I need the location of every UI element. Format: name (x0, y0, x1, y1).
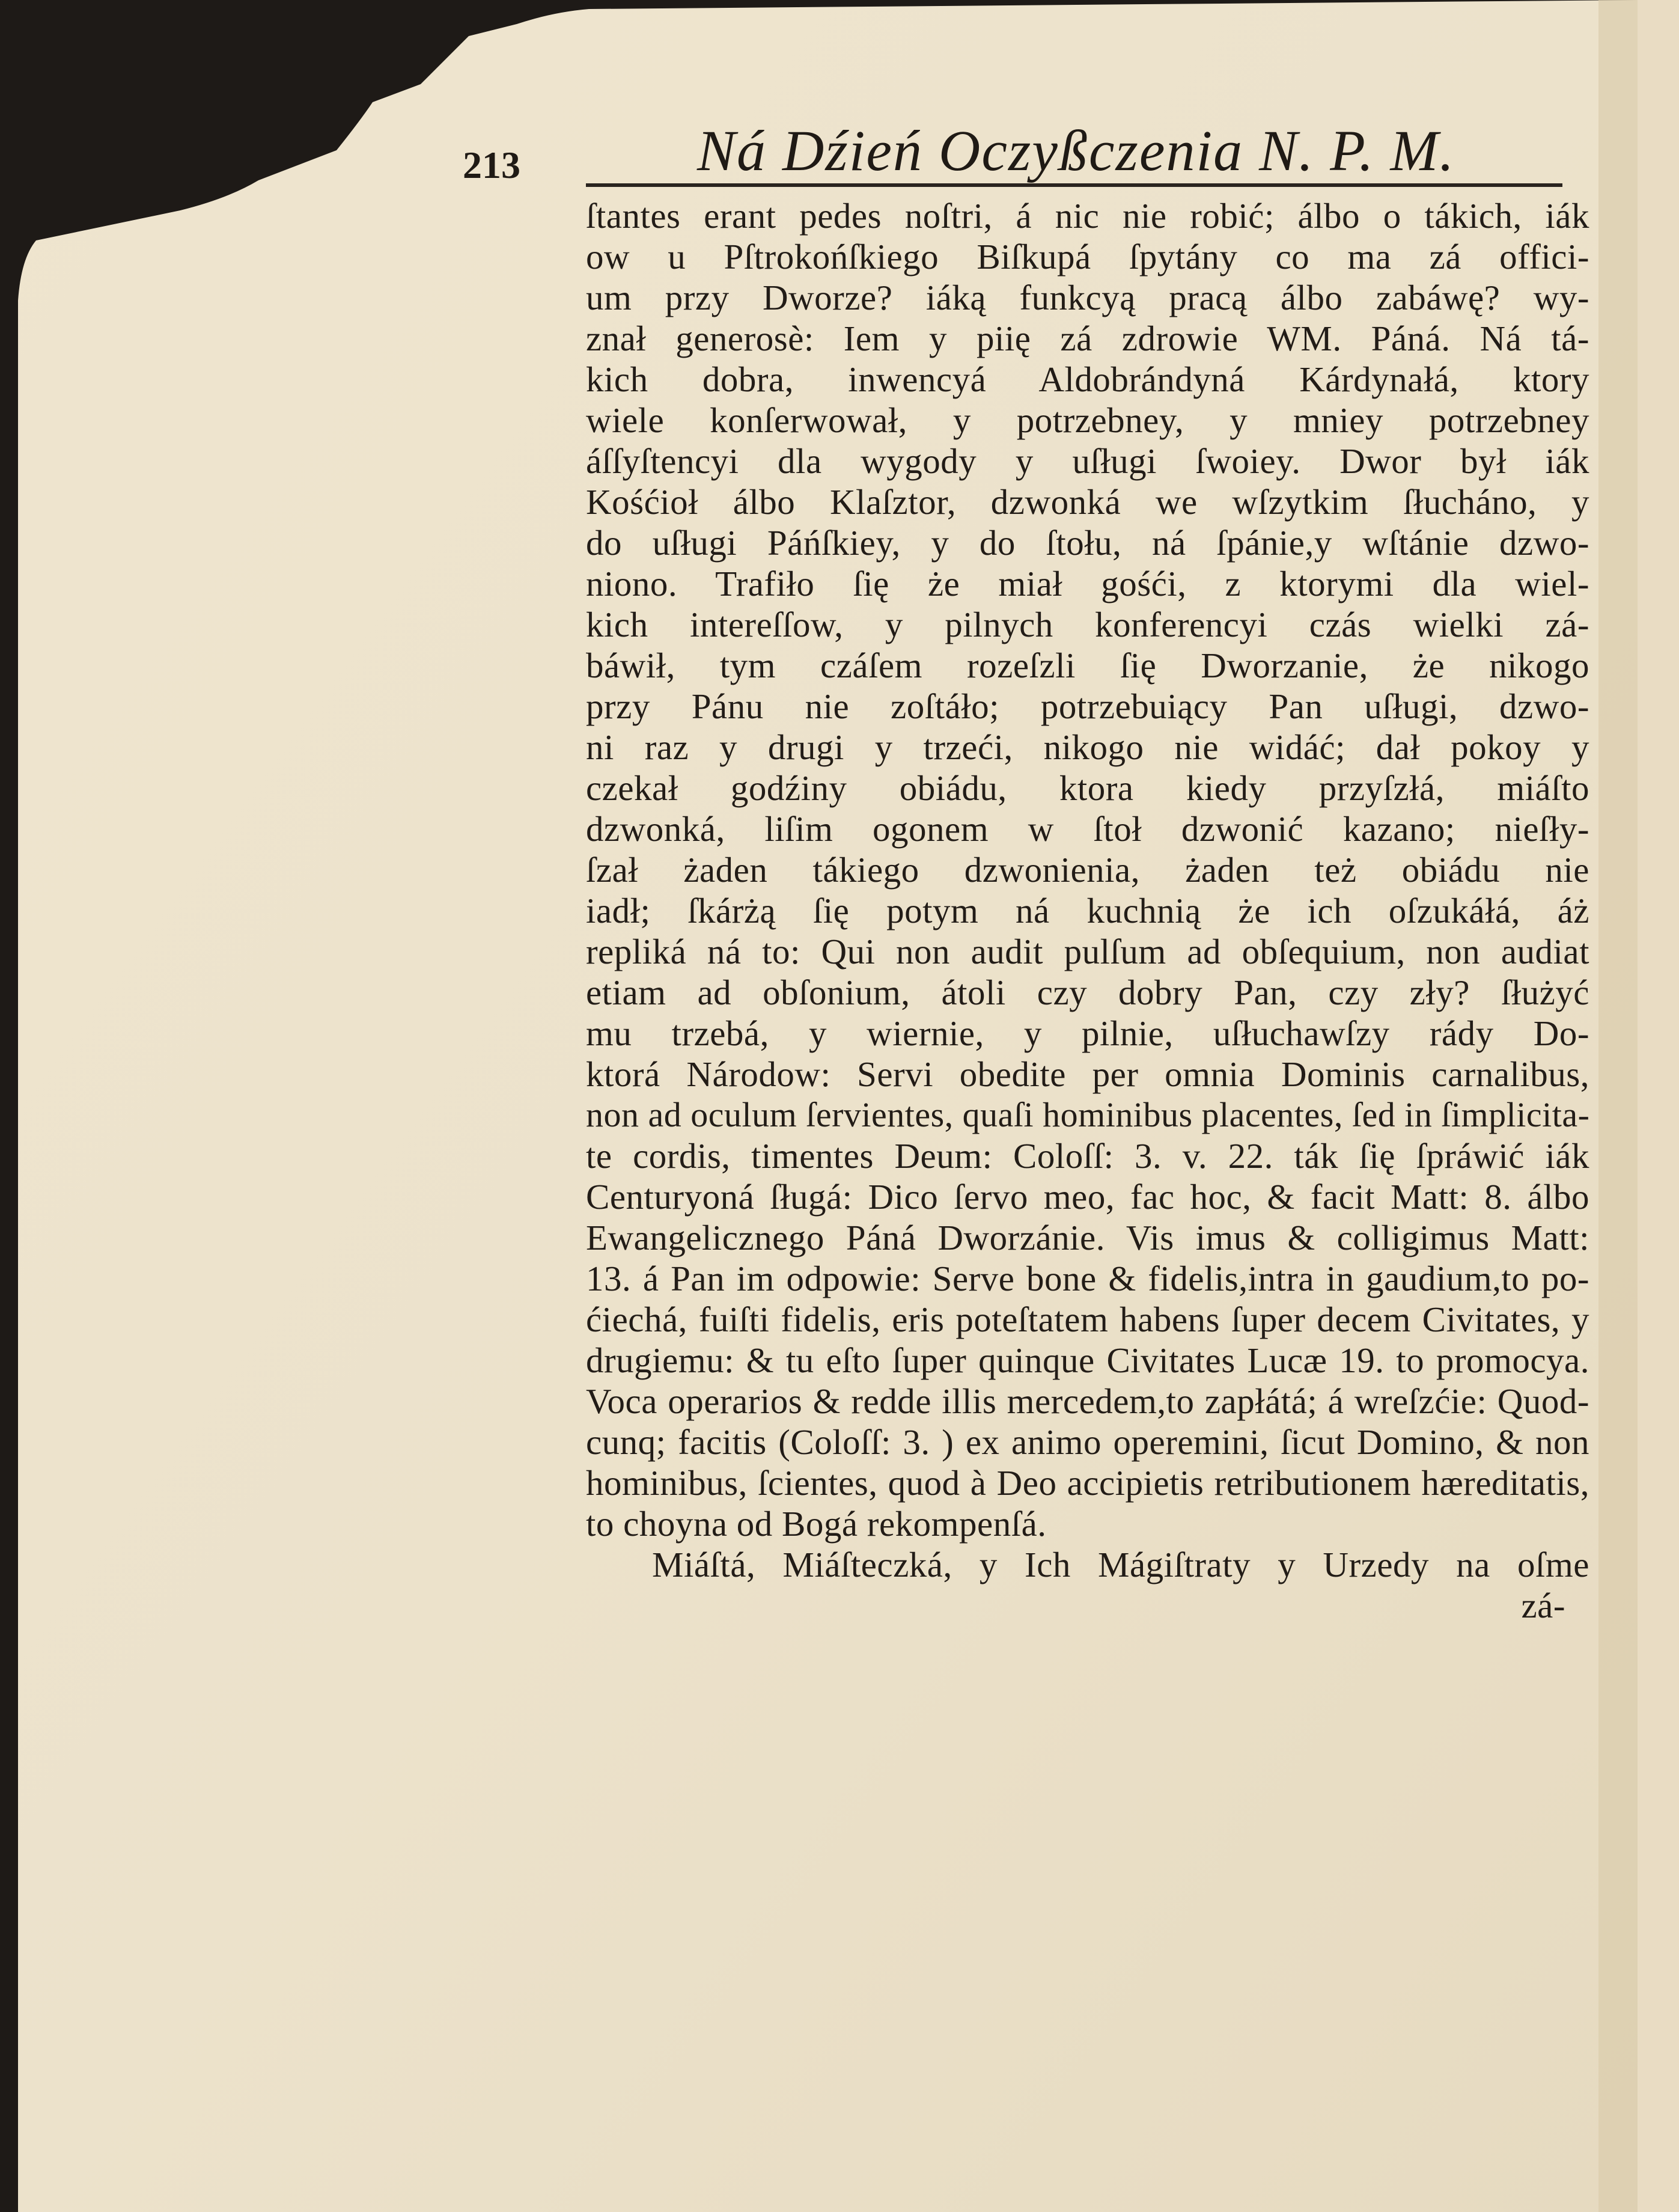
header-rule (586, 183, 1562, 187)
text-line: do uſługi Páńſkiey, y do ſtołu, ná ſpánie,y wſtánie dzwo- (586, 523, 1589, 563)
text-line: ktorá Národow: Servi obedite per omnia Dominis carnalibus, (586, 1054, 1589, 1094)
text-line: Voca operarios & redde illis mercedem,to zapłátá; á wreſzćie: Quod- (586, 1381, 1589, 1421)
text-line: wiele konſerwował, y potrzebney, y mniey potrzebney (586, 400, 1589, 440)
text-line: Kośćioł álbo Klaſztor, dzwonká we wſzytkim ſłucháno, y (586, 482, 1589, 522)
text-line: etiam ad obſonium, átoli czy dobry Pan, czy zły? ſłużyć (586, 973, 1589, 1012)
text-line: te cordis, timentes Deum: Coloſſ: 3. v. 22. ták ſię ſpráwić iák (586, 1136, 1589, 1176)
text-line: áſſyſtencyi dla wygody y uſługi ſwoiey. Dwor był iák (586, 441, 1589, 481)
text-line: ſzał żaden tákiego dzwonienia, żaden też obiádu nie (586, 850, 1589, 890)
text-line: Ewangelicznego Páná Dworzánie. Vis imus & colligimus Matt: (586, 1218, 1589, 1257)
text-line: ćiechá, fuiſti fidelis, eris poteſtatem habens ſuper decem Civitates, y (586, 1300, 1589, 1339)
text-line: non ad oculum ſervientes, quaſi hominibus placentes, ſed in ſimplicita- (586, 1095, 1590, 1134)
text-line: niono. Trafiło ſię że miał gośći, z ktorymi dla wiel- (586, 564, 1589, 603)
text-line: cunq; facitis (Coloſſ: 3. ) ex animo operemini, ſicut Domino, & non (586, 1422, 1589, 1462)
text-line: przy Pánu nie zoſtáło; potrzebuiący Pan uſługi, dzwo- (586, 686, 1589, 726)
text-line: to choyna od Bogá rekompenſá. (586, 1504, 1047, 1544)
text-line: repliká ná to: Qui non audit pulſum ad obſequium, non audiat (586, 932, 1589, 971)
next-page-edge (1638, 0, 1679, 2212)
page-number: 213 (463, 144, 520, 186)
text-line: iadł; ſkárżą ſię potym ná kuchnią że ich oſzukáłá, áż (586, 891, 1589, 930)
text-line: Centuryoná ſługá: Dico ſervo meo, fac hoc, & facit Matt: 8. álbo (586, 1177, 1589, 1217)
text-line: 13. á Pan im odpowie: Serve bone & fidelis,intra in gaudium,to po- (586, 1259, 1589, 1298)
text-line: kich dobra, inwencyá Aldobrándyná Kárdynałá, ktory (586, 359, 1589, 399)
catchword: zá- (1521, 1586, 1565, 1625)
body-text (586, 195, 1589, 1626)
text-line: czekał godźiny obiádu, ktora kiedy przyſzłá, miáſto (586, 768, 1589, 808)
text-line: um przy Dworze? iáką funkcyą pracą álbo zabáwę? wy- (586, 278, 1589, 317)
text-line: kich intereſſow, y pilnych konferencyi czás wielki zá- (586, 605, 1589, 644)
text-line: ni raz y drugi y trzeći, nikogo nie widáć; dał pokoy y (586, 727, 1589, 767)
text-line: znał generosè: Iem y piię zá zdrowie WM. Páná. Ná tá- (586, 319, 1589, 358)
text-line: Miáſtá, Miáſteczká, y Ich Mágiſtraty y Urzedy na oſme (652, 1545, 1589, 1584)
text-line: hominibus, ſcientes, quod à Deo accipietis retributionem hæreditatis, (586, 1463, 1589, 1503)
text-line: báwił, tym czáſem rozeſzli ſię Dworzanie, że nikogo (586, 646, 1589, 685)
text-line: mu trzebá, y wiernie, y pilnie, uſłuchawſzy rády Do- (586, 1013, 1589, 1053)
text-line: ſtantes erant pedes noſtri, á nic nie robić; álbo o tákich, iák (586, 196, 1589, 236)
text-line: ow u Pſtrokońſkiego Biſkupá ſpytány co ma zá offici- (586, 237, 1589, 276)
text-line: dzwonká, liſim ogonem w ſtoł dzwonić kazano; nieſły- (586, 809, 1589, 849)
text-line: drugiemu: & tu eſto ſuper quinque Civitates Lucæ 19. to promocya. (586, 1340, 1589, 1380)
running-head: Ná Dźień Oczyßczenia N. P. M. (697, 118, 1455, 183)
